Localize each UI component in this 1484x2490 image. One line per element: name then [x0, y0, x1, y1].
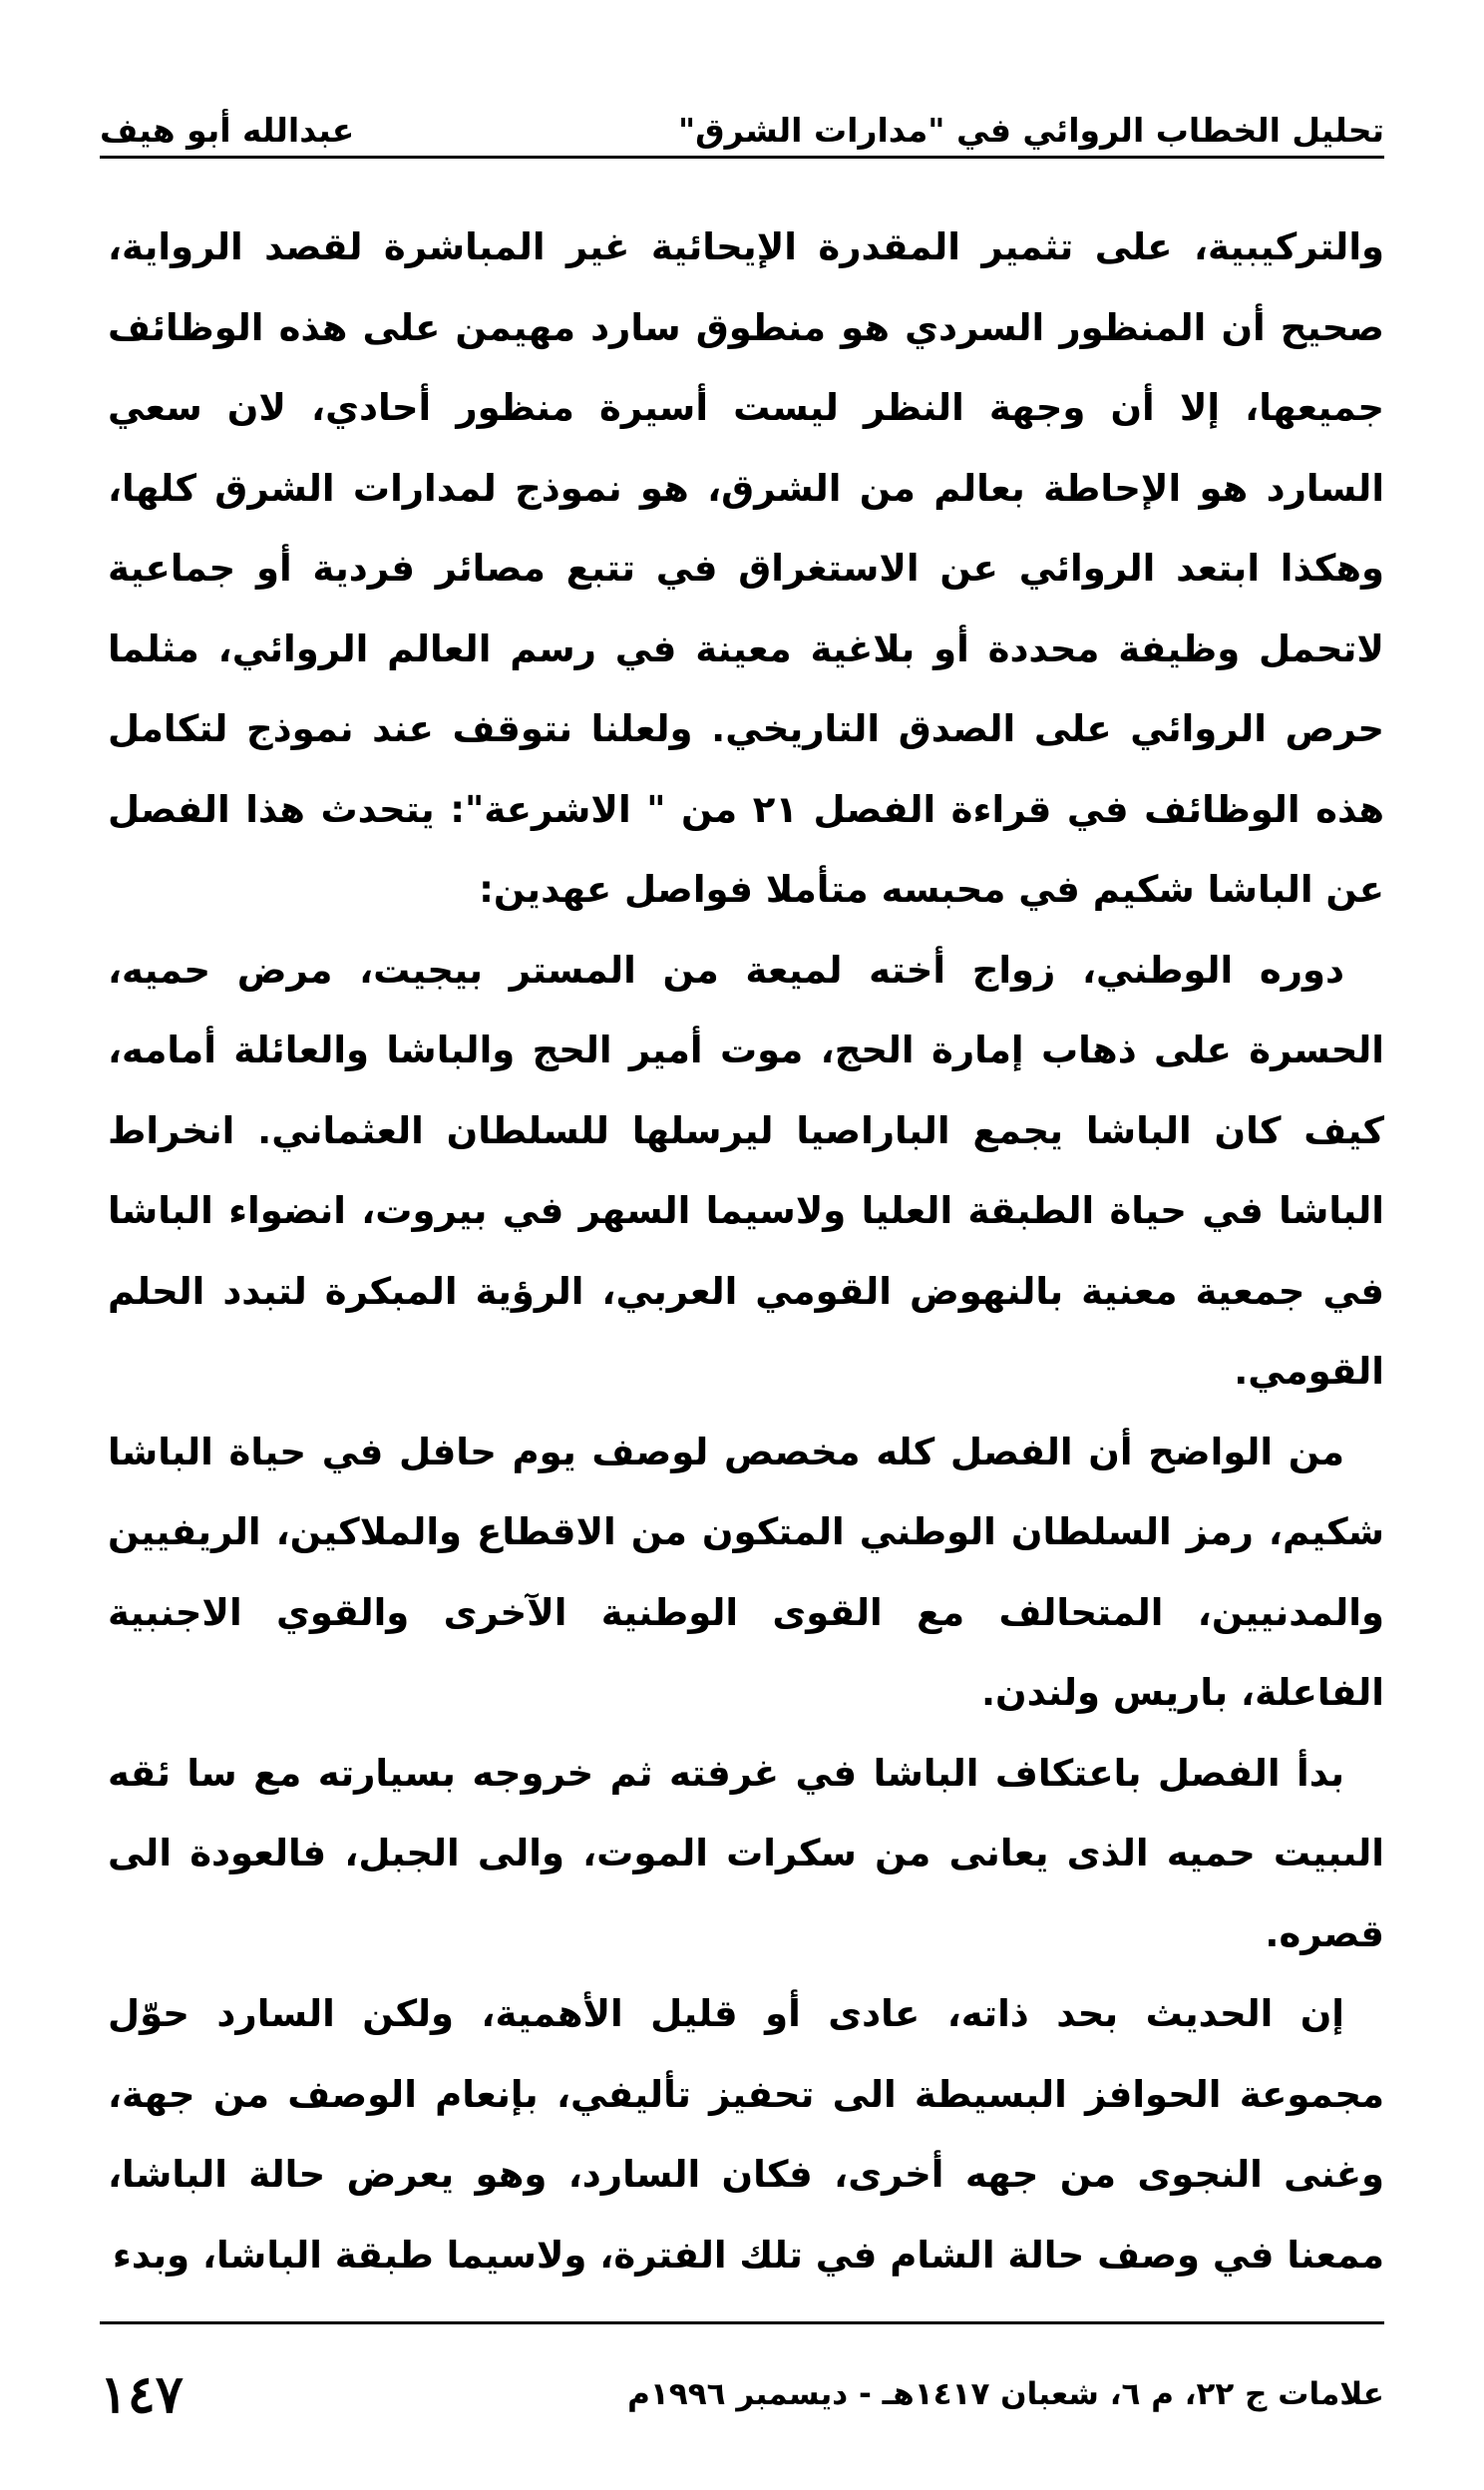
article-body	[108, 208, 1384, 2282]
paragraph-1: والتركيبية، على تثمير المقدرة الإيحائية غير المباشرة لقصد الرواية، صحيح أن المنظور السردي هو منطوق سارد مهيمن على هذه الوظائف جميعها، إلا أن وجهة النظر ليست أسيرة منظور أحادي، لان سعي السارد هو الإحاطة بعالم من الشرق، هو نموذج لمدارات الشرق كلها، وهكذا ابتعد الروائي عن الاستغراق في تتبع مصائر فردية أو جماعية لاتحمل وظيفة محددة أو بلاغية معينة في رسم العالم الروائي، مثلما حرص الروائي على الصدق التاريخي. ولعلنا نتوقف عند نموذج لتكامل هذه الوظائف في قراءة الفصل ٢١ من " الاشرعة": يتحدث هذا الفصل عن الباشا شكيم في محبسه متأملا فواصل عهدين:	[108, 225, 1384, 911]
journal-citation: علامات ج ٢٢، م ٦، شعبان ١٤١٧هـ - ديسمبر ١٩٩٦م	[627, 2376, 1384, 2412]
footer-divider	[100, 2321, 1384, 2324]
running-header-author: عبدالله أبو هيف	[100, 111, 355, 150]
paragraph-4: بدأ الفصل باعتكاف الباشا في غرفته ثم خروجه بسيارته مع سا ئقه الىبيت حميه الذى يعانى من سكرات الموت، والى الجبل، فالعودة الى قصره.	[108, 1751, 1384, 1955]
running-header-title: تحليل الخطاب الروائي في "مدارات الشرق"	[677, 111, 1384, 150]
paragraph-5: إن الحديث بحد ذاته، عادى أو قليل الأهمية، ولكن السارد حوّل مجموعة الحوافز البسيطة الى تحفيز تأليفي، بإنعام الوصف من جهة، وغنى النجوى من جهه أخرى، فكان السارد، وهو يعرض حالة الباشا، ممعنا في وصف حالة الشام في تلك الفترة، ولاسيما طبقة الباشا، وبدء	[108, 1992, 1384, 2277]
header-divider	[100, 156, 1384, 159]
paragraph-2: دوره الوطني، زواج أخته لميعة من المستر بيجيت، مرض حميه، الحسرة على ذهاب إمارة الحج، موت أمير الحج والباشا والعائلة أمامه، كيف كان الباشا يجمع الباراصيا ليرسلها للسلطان العثماني. انخراط الباشا في حياة الطبقة العليا ولاسيما السهر في بيروت، انضواء الباشا في جمعية معنية بالنهوض القومي العربي، الرؤية المبكرة لتبدد الحلم القومي.	[108, 948, 1384, 1393]
page-number: ١٤٧	[100, 2363, 184, 2425]
paragraph-3: من الواضح أن الفصل كله مخصص لوصف يوم حافل في حياة الباشا شكيم، رمز السلطان الوطني المتكون من الاقطاع والملاكين، الريفيين والمدنيين، المتحالف مع القوى الوطنية الآخرى والقوي الاجنبية الفاعلة، باريس ولندن.	[108, 1430, 1384, 1714]
running-header	[100, 90, 1384, 150]
running-footer	[100, 2354, 1384, 2434]
